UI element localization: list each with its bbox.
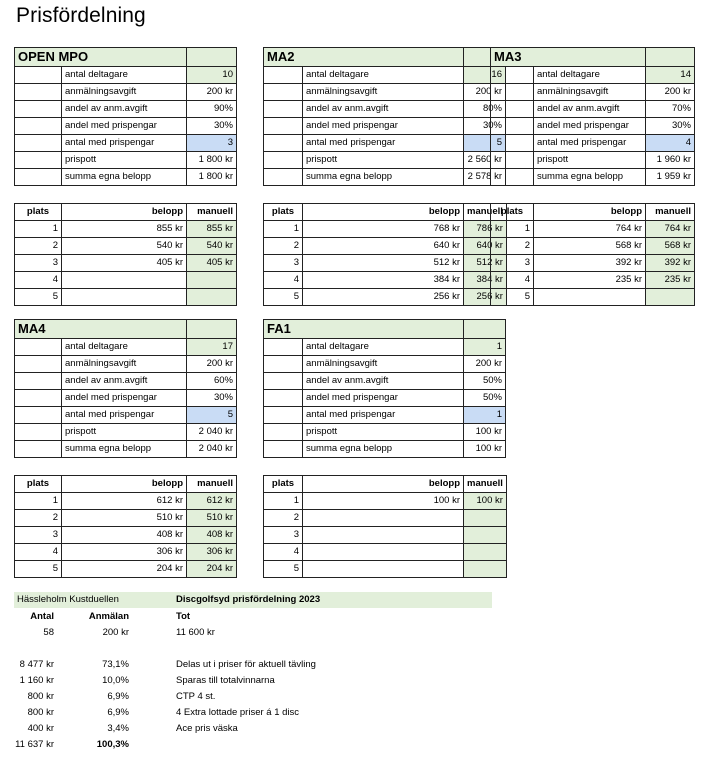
row-value[interactable]: 2 578 kr xyxy=(464,169,506,186)
row-value[interactable]: 1 959 kr xyxy=(646,169,695,186)
summary-percent: 3,4% xyxy=(107,723,129,734)
places-header-0: plats xyxy=(15,476,62,493)
place-amount: 408 kr xyxy=(62,527,187,544)
row-value[interactable]: 16 xyxy=(464,67,506,84)
places-header-2: manuell xyxy=(464,476,507,493)
summary-heading: Discgolfsyd prisfördelning 2023 xyxy=(176,594,321,605)
row-label: andel av anm.avgift xyxy=(303,373,464,390)
class-name: MA3 xyxy=(491,48,646,67)
summary-percent: 10,0% xyxy=(102,675,129,686)
class-summary-table xyxy=(14,47,237,186)
row-label: summa egna belopp xyxy=(303,169,464,186)
row-value[interactable]: 5 xyxy=(464,135,506,152)
place-amount: 392 kr xyxy=(534,255,646,272)
row-label: antal deltagare xyxy=(62,339,187,356)
place-number: 4 xyxy=(264,544,303,561)
row-label: anmälningsavgift xyxy=(62,356,187,373)
row-value[interactable]: 70% xyxy=(646,101,695,118)
place-number: 5 xyxy=(491,289,534,306)
place-manual[interactable]: 392 kr xyxy=(646,255,695,272)
places-header-2: manuell xyxy=(646,204,695,221)
row-label: summa egna belopp xyxy=(534,169,646,186)
class-name: MA2 xyxy=(264,48,464,67)
place-number: 4 xyxy=(491,272,534,289)
row-value[interactable]: 80% xyxy=(464,101,506,118)
place-manual[interactable] xyxy=(187,272,237,289)
row-value[interactable]: 30% xyxy=(187,118,237,135)
place-amount xyxy=(303,544,464,561)
row-value[interactable]: 1 xyxy=(464,407,506,424)
place-number: 5 xyxy=(15,289,62,306)
row-label: anmälningsavgift xyxy=(534,84,646,101)
summary-amount: 800 kr xyxy=(27,707,54,718)
place-number: 3 xyxy=(264,527,303,544)
class-places-table xyxy=(263,475,507,578)
place-number: 1 xyxy=(15,221,62,238)
row-value[interactable]: 1 xyxy=(464,339,506,356)
place-amount: 306 kr xyxy=(62,544,187,561)
places-header-2: manuell xyxy=(187,476,237,493)
row-label: antal deltagare xyxy=(303,67,464,84)
class-summary-table xyxy=(490,47,695,186)
place-amount: 640 kr xyxy=(303,238,464,255)
place-manual[interactable]: 204 kr xyxy=(187,561,237,578)
place-amount xyxy=(303,527,464,544)
row-label: antal deltagare xyxy=(534,67,646,84)
row-value[interactable]: 2 560 kr xyxy=(464,152,506,169)
place-amount: 235 kr xyxy=(534,272,646,289)
row-value[interactable]: 90% xyxy=(187,101,237,118)
summary-percent: 73,1% xyxy=(102,659,129,670)
row-label: summa egna belopp xyxy=(62,169,187,186)
row-label: prispott xyxy=(62,152,187,169)
place-amount: 540 kr xyxy=(62,238,187,255)
summary-amount: 8 477 kr xyxy=(19,659,54,670)
row-label: antal med prispengar xyxy=(303,407,464,424)
row-label: summa egna belopp xyxy=(62,441,187,458)
place-manual[interactable]: 405 kr xyxy=(187,255,237,272)
place-amount: 568 kr xyxy=(534,238,646,255)
row-label: antal deltagare xyxy=(303,339,464,356)
row-value[interactable]: 200 kr xyxy=(646,84,695,101)
place-manual[interactable] xyxy=(464,510,507,527)
row-value[interactable]: 100 kr xyxy=(464,441,506,458)
row-label: antal med prispengar xyxy=(62,135,187,152)
class-name: FA1 xyxy=(264,320,464,339)
row-label: prispott xyxy=(303,152,464,169)
row-label: summa egna belopp xyxy=(303,441,464,458)
place-amount: 855 kr xyxy=(62,221,187,238)
place-manual[interactable]: 100 kr xyxy=(464,493,507,510)
col-tot-header: Tot xyxy=(176,611,191,622)
row-value[interactable]: 30% xyxy=(464,118,506,135)
row-label: antal deltagare xyxy=(62,67,187,84)
places-header-0: plats xyxy=(264,476,303,493)
place-manual[interactable]: 786 kr xyxy=(464,221,507,238)
row-value[interactable]: 14 xyxy=(646,67,695,84)
row-label: anmälningsavgift xyxy=(62,84,187,101)
places-header-1: belopp xyxy=(534,204,646,221)
place-manual[interactable]: 540 kr xyxy=(187,238,237,255)
place-amount xyxy=(534,289,646,306)
row-label: antal med prispengar xyxy=(303,135,464,152)
place-amount: 512 kr xyxy=(303,255,464,272)
place-number: 2 xyxy=(264,510,303,527)
place-amount: 384 kr xyxy=(303,272,464,289)
place-number: 5 xyxy=(264,289,303,306)
place-number: 2 xyxy=(15,510,62,527)
row-label: antal med prispengar xyxy=(534,135,646,152)
row-value[interactable]: 1 800 kr xyxy=(187,152,237,169)
summary-description: CTP 4 st. xyxy=(176,691,216,702)
summary-percent: 6,9% xyxy=(107,707,129,718)
row-label: andel med prispengar xyxy=(303,390,464,407)
row-value[interactable]: 30% xyxy=(187,390,237,407)
summary-description: 4 Extra lottade priser á 1 disc xyxy=(176,707,300,718)
row-value[interactable]: 200 kr xyxy=(464,84,506,101)
place-manual[interactable]: 612 kr xyxy=(187,493,237,510)
place-amount: 510 kr xyxy=(62,510,187,527)
places-header-2: manuell xyxy=(464,204,507,221)
event-name: Hässleholm Kustduellen xyxy=(17,594,119,605)
places-header-1: belopp xyxy=(62,476,187,493)
places-header-1: belopp xyxy=(62,204,187,221)
places-header-0: plats xyxy=(264,204,303,221)
class-places-table xyxy=(14,475,237,578)
places-header-2: manuell xyxy=(187,204,237,221)
place-number: 3 xyxy=(15,527,62,544)
places-header-1: belopp xyxy=(303,476,464,493)
place-manual[interactable] xyxy=(464,544,507,561)
tot-value: 11 600 kr xyxy=(176,627,215,638)
summary-description: Ace pris väska xyxy=(176,723,238,734)
summary-description: Delas ut i priser för aktuell tävling xyxy=(176,659,316,670)
row-label: andel med prispengar xyxy=(62,390,187,407)
place-manual[interactable]: 855 kr xyxy=(187,221,237,238)
row-value[interactable]: 100 kr xyxy=(464,424,506,441)
place-amount: 204 kr xyxy=(62,561,187,578)
place-manual[interactable] xyxy=(464,527,507,544)
place-amount xyxy=(62,289,187,306)
row-value[interactable]: 200 kr xyxy=(187,84,237,101)
place-amount: 764 kr xyxy=(534,221,646,238)
class-places-table xyxy=(263,203,507,306)
place-manual[interactable] xyxy=(187,289,237,306)
class-places-table xyxy=(490,203,695,306)
place-number: 4 xyxy=(15,272,62,289)
place-amount: 612 kr xyxy=(62,493,187,510)
place-number: 2 xyxy=(491,238,534,255)
total-amount: 11 637 kr xyxy=(15,739,54,750)
places-header-0: plats xyxy=(491,204,534,221)
place-number: 1 xyxy=(15,493,62,510)
row-value[interactable]: 50% xyxy=(464,390,506,407)
place-number: 3 xyxy=(15,255,62,272)
place-number: 2 xyxy=(264,238,303,255)
summary-amount: 400 kr xyxy=(27,723,54,734)
row-value[interactable]: 17 xyxy=(187,339,237,356)
place-manual[interactable]: 384 kr xyxy=(464,272,507,289)
summary-amount: 1 160 kr xyxy=(19,675,54,686)
place-amount xyxy=(303,561,464,578)
row-value[interactable]: 200 kr xyxy=(464,356,506,373)
place-number: 1 xyxy=(491,221,534,238)
place-number: 3 xyxy=(491,255,534,272)
place-number: 5 xyxy=(264,561,303,578)
row-label: andel med prispengar xyxy=(534,118,646,135)
row-value[interactable]: 10 xyxy=(187,67,237,84)
place-manual[interactable]: 764 kr xyxy=(646,221,695,238)
col-anmalan-header: Anmälan xyxy=(88,611,129,622)
places-header-1: belopp xyxy=(303,204,464,221)
total-percent: 100,3% xyxy=(96,739,129,750)
antal-value: 58 xyxy=(43,627,54,638)
page-title: Prisfördelning xyxy=(16,4,146,27)
row-label: anmälningsavgift xyxy=(303,84,464,101)
place-manual[interactable]: 408 kr xyxy=(187,527,237,544)
place-manual[interactable]: 512 kr xyxy=(464,255,507,272)
row-label: andel av anm.avgift xyxy=(534,101,646,118)
place-amount: 256 kr xyxy=(303,289,464,306)
class-summary-table xyxy=(14,319,237,458)
place-manual[interactable]: 235 kr xyxy=(646,272,695,289)
row-label: antal med prispengar xyxy=(62,407,187,424)
place-manual[interactable]: 306 kr xyxy=(187,544,237,561)
col-antal-header: Antal xyxy=(30,611,54,622)
place-manual[interactable]: 640 kr xyxy=(464,238,507,255)
place-amount: 100 kr xyxy=(303,493,464,510)
place-number: 3 xyxy=(264,255,303,272)
summary-amount: 800 kr xyxy=(27,691,54,702)
row-label: anmälningsavgift xyxy=(303,356,464,373)
anmalan-value: 200 kr xyxy=(102,627,129,638)
class-places-table xyxy=(14,203,237,306)
row-label: andel med prispengar xyxy=(62,118,187,135)
row-value[interactable]: 3 xyxy=(187,135,237,152)
place-manual[interactable] xyxy=(646,289,695,306)
row-label: prispott xyxy=(303,424,464,441)
class-summary-table xyxy=(263,47,506,186)
class-summary-table xyxy=(263,319,506,458)
row-value[interactable]: 1 960 kr xyxy=(646,152,695,169)
class-name: MA4 xyxy=(15,320,187,339)
row-label: andel av anm.avgift xyxy=(303,101,464,118)
places-header-0: plats xyxy=(15,204,62,221)
row-value[interactable]: 30% xyxy=(646,118,695,135)
class-name: OPEN MPO xyxy=(15,48,187,67)
row-label: andel av anm.avgift xyxy=(62,373,187,390)
row-value[interactable]: 200 kr xyxy=(187,356,237,373)
row-value[interactable]: 5 xyxy=(187,407,237,424)
place-manual[interactable]: 256 kr xyxy=(464,289,507,306)
place-number: 4 xyxy=(15,544,62,561)
place-number: 5 xyxy=(15,561,62,578)
row-label: andel med prispengar xyxy=(303,118,464,135)
summary-description: Sparas till totalvinnarna xyxy=(176,675,275,686)
row-value[interactable]: 4 xyxy=(646,135,695,152)
place-amount: 768 kr xyxy=(303,221,464,238)
place-amount xyxy=(303,510,464,527)
place-number: 4 xyxy=(264,272,303,289)
row-value[interactable]: 60% xyxy=(187,373,237,390)
row-value[interactable]: 2 040 kr xyxy=(187,424,237,441)
row-value[interactable]: 1 800 kr xyxy=(187,169,237,186)
place-number: 1 xyxy=(264,493,303,510)
place-manual[interactable]: 568 kr xyxy=(646,238,695,255)
place-manual[interactable]: 510 kr xyxy=(187,510,237,527)
row-label: prispott xyxy=(534,152,646,169)
place-amount xyxy=(62,272,187,289)
row-label: prispott xyxy=(62,424,187,441)
row-value[interactable]: 2 040 kr xyxy=(187,441,237,458)
place-amount: 405 kr xyxy=(62,255,187,272)
summary-percent: 6,9% xyxy=(107,691,129,702)
row-label: andel av anm.avgift xyxy=(62,101,187,118)
place-number: 2 xyxy=(15,238,62,255)
row-value[interactable]: 50% xyxy=(464,373,506,390)
place-manual[interactable] xyxy=(464,561,507,578)
place-number: 1 xyxy=(264,221,303,238)
